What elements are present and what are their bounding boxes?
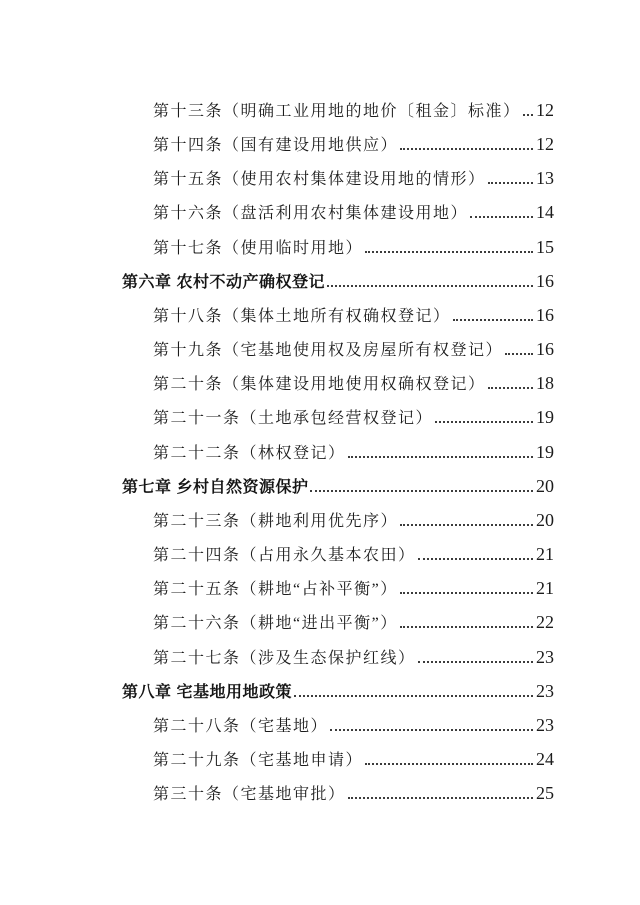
dot-leader bbox=[505, 353, 533, 355]
toc-entry-page-number: 21 bbox=[536, 544, 554, 565]
toc-entry-page-number: 24 bbox=[536, 748, 554, 769]
toc-entry-article bbox=[0, 641, 554, 675]
toc-entry-title: 第十四条（国有建设用地供应） bbox=[153, 137, 399, 155]
toc-entry-title: 第二十条（集体建设用地使用权确权登记） bbox=[153, 376, 486, 394]
toc-entry-article bbox=[0, 743, 554, 777]
toc-entry-title: 第二十六条（耕地“进出平衡”） bbox=[153, 615, 398, 633]
toc-entry-article bbox=[0, 606, 554, 640]
toc-entry-title: 第二十九条（宅基地申请） bbox=[153, 751, 364, 769]
toc-entry-title: 第六章 农村不动产确权登记 bbox=[122, 273, 325, 291]
toc-entry-page-number: 22 bbox=[536, 612, 554, 633]
toc-entry-title: 第二十二条（林权登记） bbox=[153, 444, 346, 462]
toc-entry-title: 第二十三条（耕地利用优先序） bbox=[153, 512, 399, 530]
dot-leader bbox=[310, 490, 533, 492]
toc-entry-title: 第二十四条（占用永久基本农田） bbox=[153, 547, 416, 565]
toc-entry-article bbox=[0, 777, 554, 811]
toc-entry-article bbox=[0, 367, 554, 401]
toc-entry-title: 第二十八条（宅基地） bbox=[153, 717, 329, 735]
toc-entry-article bbox=[0, 299, 554, 333]
toc-entry-article bbox=[0, 128, 554, 162]
dot-leader bbox=[470, 216, 533, 218]
dot-leader bbox=[400, 148, 533, 150]
toc-entry-page-number: 16 bbox=[536, 339, 554, 360]
dot-leader bbox=[488, 182, 533, 184]
toc-entry-title: 第十五条（使用农村集体建设用地的情形） bbox=[153, 171, 486, 189]
dot-leader bbox=[365, 251, 533, 253]
toc-entry-title: 第二十七条（涉及生态保护红线） bbox=[153, 649, 416, 667]
toc-entry-page-number: 12 bbox=[536, 100, 554, 120]
toc-entry-chapter bbox=[0, 265, 554, 299]
toc-entry-page-number: 21 bbox=[536, 578, 554, 599]
dot-leader bbox=[330, 729, 533, 731]
dot-leader bbox=[400, 524, 533, 526]
toc-entry-article bbox=[0, 572, 554, 606]
toc-entry-page-number: 18 bbox=[536, 373, 554, 394]
toc-entry-title: 第十八条（集体土地所有权确权登记） bbox=[153, 307, 451, 325]
toc-entry-page-number: 20 bbox=[536, 509, 554, 530]
toc-entry-title: 第十九条（宅基地使用权及房屋所有权登记） bbox=[153, 342, 504, 360]
dot-leader bbox=[418, 661, 533, 663]
toc-entry-chapter bbox=[0, 470, 554, 504]
toc-entry-article bbox=[0, 94, 554, 128]
dot-leader bbox=[453, 319, 533, 321]
dot-leader bbox=[400, 626, 533, 628]
toc-entry-page-number: 23 bbox=[536, 646, 554, 667]
toc-entry-article bbox=[0, 196, 554, 230]
toc-entry-title: 第三十条（宅基地审批） bbox=[153, 786, 346, 804]
toc-entry-title: 第十七条（使用临时用地） bbox=[153, 239, 364, 257]
toc-entry-title: 第七章 乡村自然资源保护 bbox=[122, 478, 309, 496]
toc-entry-title: 第十三条（明确工业用地的地价〔租金〕标准） bbox=[153, 103, 521, 120]
toc-entry-page-number: 20 bbox=[536, 475, 554, 496]
dot-leader bbox=[435, 421, 533, 423]
toc-entry-page-number: 16 bbox=[536, 270, 554, 291]
toc-entry-page-number: 19 bbox=[536, 441, 554, 462]
toc-entry-chapter bbox=[0, 675, 554, 709]
dot-leader bbox=[348, 456, 533, 458]
toc-entry-article bbox=[0, 538, 554, 572]
dot-leader bbox=[523, 114, 533, 116]
toc-entry-page-number: 19 bbox=[536, 407, 554, 428]
dot-leader bbox=[488, 387, 533, 389]
dot-leader bbox=[348, 797, 533, 799]
toc-entry-article bbox=[0, 401, 554, 435]
toc-entry-article bbox=[0, 162, 554, 196]
toc-entry-page-number: 14 bbox=[536, 202, 554, 223]
toc-entry-page-number: 16 bbox=[536, 304, 554, 325]
toc-entry-article bbox=[0, 709, 554, 743]
toc-entry-page-number: 23 bbox=[536, 680, 554, 701]
toc-entry-page-number: 12 bbox=[536, 134, 554, 155]
dot-leader bbox=[365, 763, 533, 765]
toc-entry-title: 第二十五条（耕地“占补平衡”） bbox=[153, 581, 398, 599]
toc-entry-article bbox=[0, 504, 554, 538]
toc-entry-title: 第十六条（盘活利用农村集体建设用地） bbox=[153, 205, 469, 223]
dot-leader bbox=[400, 592, 533, 594]
toc-entry-article bbox=[0, 436, 554, 470]
dot-leader bbox=[418, 558, 533, 560]
toc-entry-article bbox=[0, 333, 554, 367]
toc-entry-page-number: 13 bbox=[536, 168, 554, 189]
dot-leader bbox=[327, 285, 533, 287]
toc-entry-article bbox=[0, 231, 554, 265]
toc-entry-title: 第二十一条（土地承包经营权登记） bbox=[153, 410, 434, 428]
dot-leader bbox=[294, 695, 533, 697]
toc-entry-page-number: 15 bbox=[536, 236, 554, 257]
toc-entry-page-number: 23 bbox=[536, 714, 554, 735]
toc-entry-title: 第八章 宅基地用地政策 bbox=[122, 683, 292, 701]
toc-entry-page-number: 25 bbox=[536, 783, 554, 804]
